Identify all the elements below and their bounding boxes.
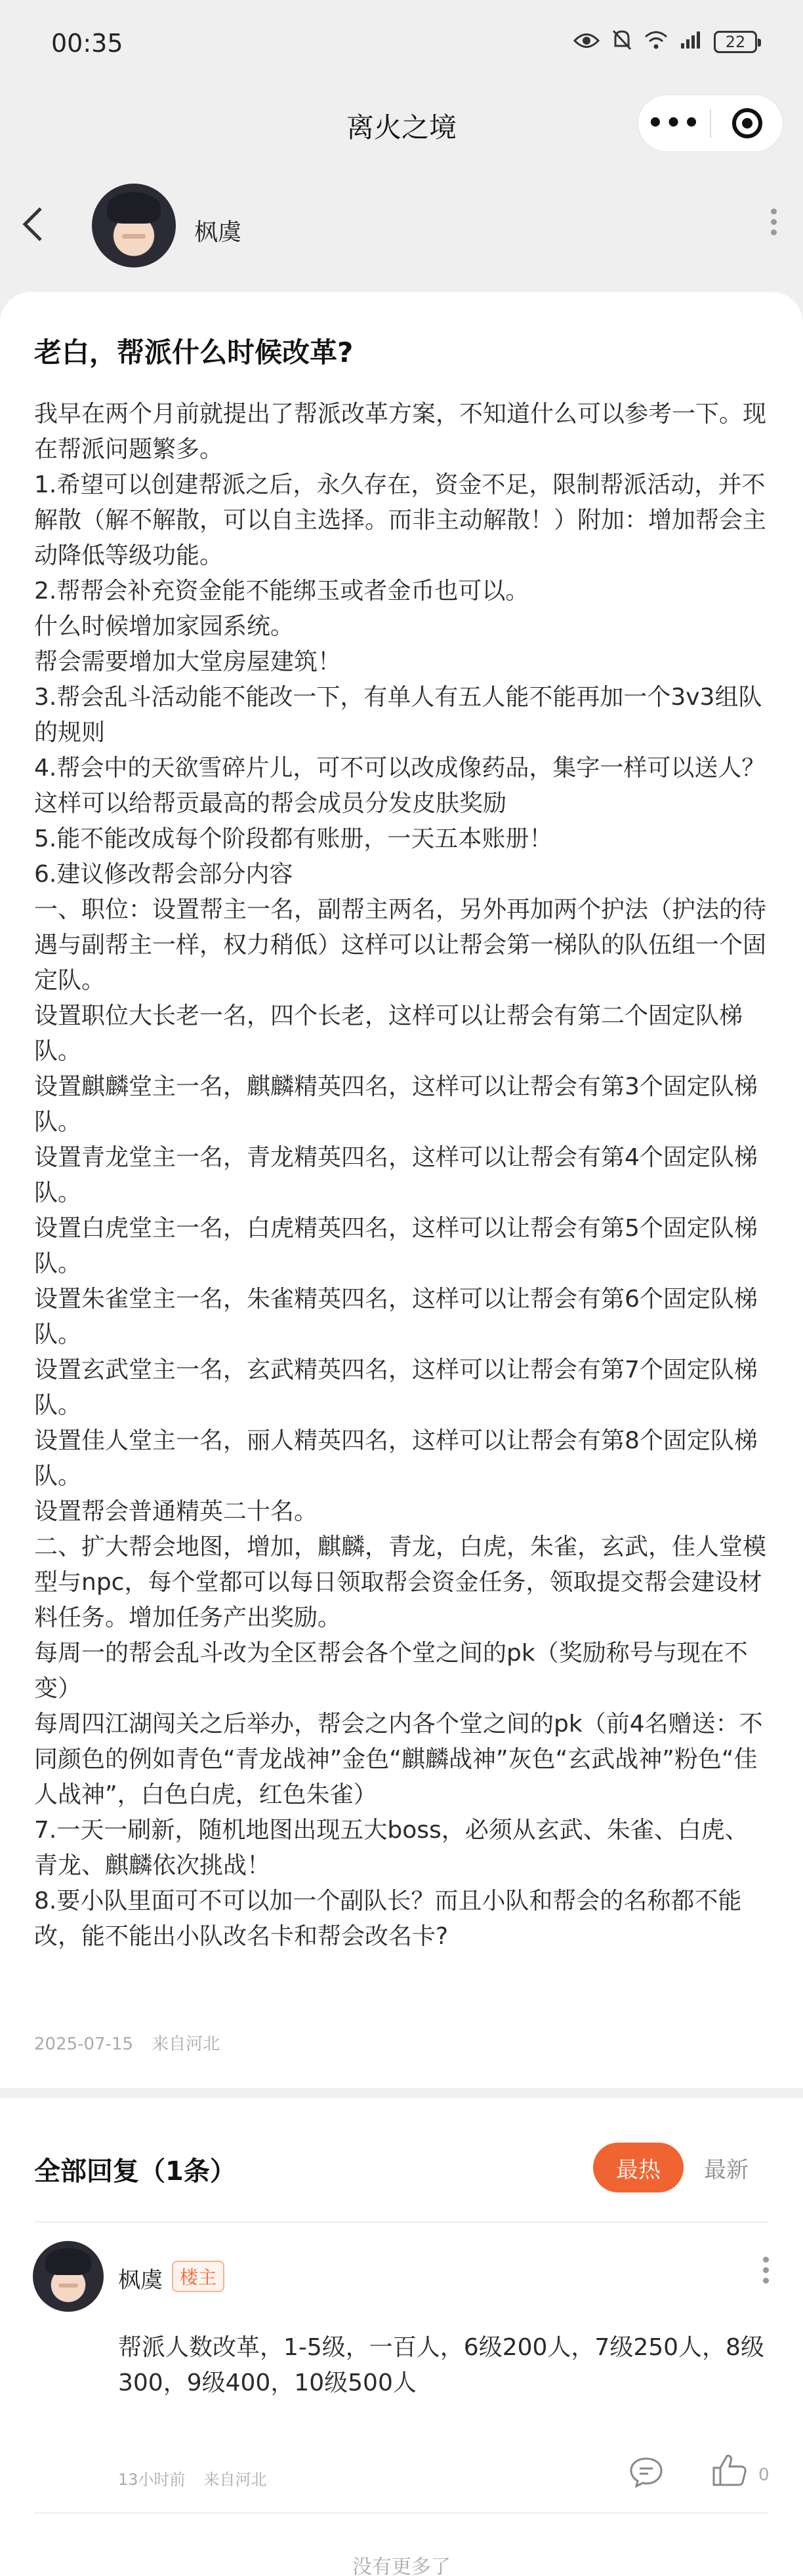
- reply-avatar[interactable]: [33, 2241, 104, 2312]
- divider: [34, 2512, 769, 2514]
- more-options-icon[interactable]: [771, 208, 777, 235]
- reply-location: 来自河北: [203, 2470, 267, 2489]
- post-date: 2025-07-15: [34, 2034, 134, 2054]
- chevron-left-icon: [20, 203, 46, 245]
- sort-toggle: [593, 2143, 769, 2192]
- author-header: [0, 177, 803, 275]
- clock: 00:35: [51, 29, 123, 58]
- close-miniprogram-button[interactable]: [711, 108, 783, 138]
- more-menu-button[interactable]: •••: [647, 108, 701, 138]
- reply-meta: [118, 2467, 267, 2489]
- post-meta: [34, 2031, 220, 2055]
- reply-more-options-icon[interactable]: [763, 2257, 769, 2284]
- wifi-icon: [644, 30, 668, 54]
- target-icon: [732, 108, 762, 138]
- eye-icon: [573, 31, 600, 53]
- back-button[interactable]: [20, 203, 46, 252]
- reply-author-name[interactable]: 枫虞: [118, 2267, 163, 2293]
- op-badge: 楼主: [172, 2261, 224, 2292]
- comment-icon[interactable]: [628, 2456, 664, 2491]
- signal-icon: [680, 30, 702, 54]
- replies-section: [0, 2098, 803, 2576]
- post-body: 我早在两个月前就提出了帮派改革方案，不知道什么可以参考一下。现在帮派问题繁多。 1.希望可以创建帮派之后，永久存在，资金不足，限制帮派活动，并不解散（解不解散，可以自主选择。而非主动解散！）附加：增加帮会主动降低等级功能。 2.帮帮会补充资金能不能绑玉或者金币也可以。 什么时候增加家园系统。 帮会需要增加大堂房屋建筑！ 3.帮会乱斗活动能不能改一下，有单人有五人能不能再加一个3v3组队的规则 4.帮会中的天欲雪碎片儿，可不可以改成像药品，集字一样可以送人？这样可以给帮贡最高的帮会成员分发皮肤奖励 5.能不能改成每个阶段都有账册，一天五本账册！ 6.建议修改帮会部分内容 一、职位：设置帮主一名，副帮主两名，另外再加两个护法（护法的待遇与副帮主一样，权力稍低）这样可以让帮会第一梯队的队伍组一个固定队。 设置职位大长老一名，四个长老，这样可以让帮会有第二个固定队梯队。 设置麒麟堂主一名，麒麟精英四名，这样可以让帮会有第3个固定队梯队。 设置青龙堂主一名，青龙精英四名，这样可以让帮会有第4个固定队梯队。 设置白虎堂主一名，白虎精英四名，这样可以让帮会有第5个固定队梯队。 设置朱雀堂主一名，朱雀精英四名，这样可以让帮会有第6个固定队梯队。 设置玄武堂主一名，玄武精英四名，这样可以让帮会有第7个固定队梯队。 设置佳人堂主一名，丽人精英四名，这样可以让帮会有第8个固定队梯队。 设置帮会普通精英二十名。 二、扩大帮会地图，增加，麒麟，青龙，白虎，朱雀，玄武，佳人堂模型与npc，每个堂都可以每日领取帮会资金任务，领取提交帮会建设材料任务。增加任务产出奖励。 每周一的帮会乱斗改为全区帮会各个堂之间的pk（奖励称号与现在不变） 每周四江湖闯关之后举办，帮会之内各个堂之间的pk（前4名赠送：不同颜色的例如青色“青龙战神”金色“麒麟战神”灰色“玄武战神”粉色“佳人战神”，白色白虎，红色朱雀） 7.一天一刷新，随机地图出现五大boss，必须从玄武、朱雀、白虎、青龙、麒麟依次挑战！ 8.要小队里面可不可以加一个副队长？而且小队和帮会的名称都不能改，能不能出小队改名卡和帮会改名卡?: [34, 401, 767, 1950]
- divider: [34, 2221, 769, 2223]
- miniprogram-capsule: [638, 94, 783, 152]
- status-icons: [573, 29, 757, 55]
- mute-icon: [611, 29, 632, 55]
- like-icon[interactable]: [711, 2452, 748, 2490]
- reply-content: 帮派人数改革，1-5级，一百人，6级200人，7级250人，8级300，9级400，10级500人: [118, 2334, 764, 2396]
- sort-hot-button[interactable]: 最热: [593, 2143, 684, 2192]
- title-bar: [0, 92, 803, 164]
- reply-time: 13小时前: [118, 2470, 186, 2489]
- page-title: 离火之境: [346, 111, 457, 144]
- status-bar: [0, 0, 803, 92]
- no-more-text: 没有更多了: [352, 2556, 451, 2576]
- like-count: 0: [758, 2465, 770, 2485]
- author-name[interactable]: 枫虞: [194, 219, 242, 246]
- post-card: [0, 292, 803, 2088]
- post-title: 老白，帮派什么时候改革?: [34, 336, 354, 368]
- author-avatar[interactable]: [92, 184, 176, 268]
- sort-new-button[interactable]: 最新: [704, 2156, 749, 2183]
- battery-icon: 22: [714, 31, 757, 53]
- post-location: 来自河北: [152, 2034, 220, 2054]
- replies-title: 全部回复（1条）: [34, 2156, 236, 2187]
